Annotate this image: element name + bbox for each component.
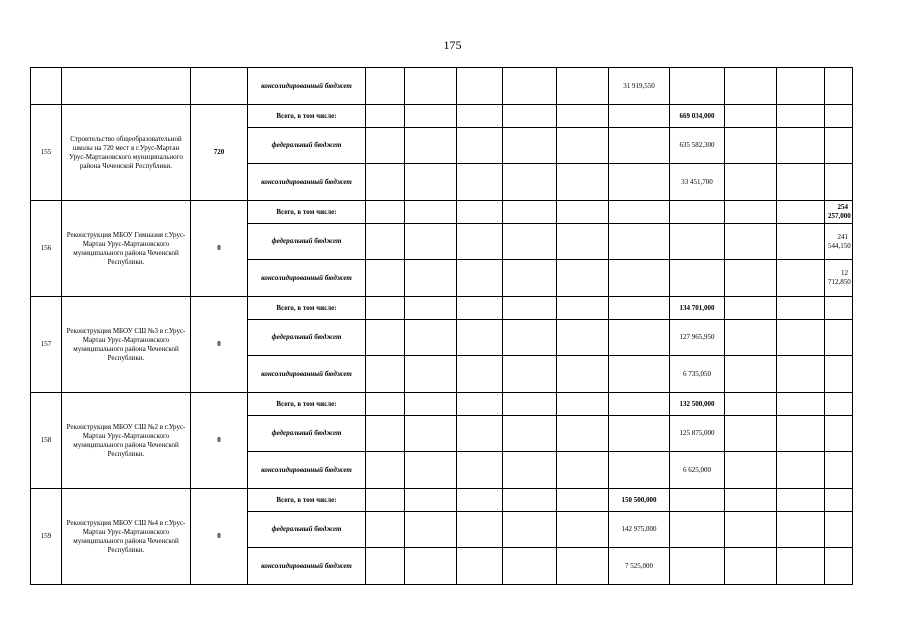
empty-cell xyxy=(405,297,457,320)
empty-cell xyxy=(725,393,777,416)
amount-cell: 142 975,000 xyxy=(609,512,670,548)
budget-type-cell: консолидированный бюджет xyxy=(248,548,366,585)
amount-cell: 31 919,550 xyxy=(609,68,670,105)
project-number: 156 xyxy=(31,201,62,297)
amount-cell: 254 257,000 xyxy=(825,201,853,224)
amount-cell: 127 965,950 xyxy=(670,320,725,356)
empty-cell xyxy=(725,201,777,224)
empty-cell xyxy=(457,452,503,489)
empty-cell xyxy=(670,548,725,585)
project-name: Реконструкция МБОУ СШ №4 в г.Урус-Мартан Урус-Мартановского муниципального района Чеченской Республики. xyxy=(62,489,191,585)
empty-cell xyxy=(503,548,557,585)
empty-cell xyxy=(557,128,609,164)
empty-cell xyxy=(725,512,777,548)
project-capacity: 0 xyxy=(191,297,248,393)
empty-cell xyxy=(725,489,777,512)
empty-cell xyxy=(503,320,557,356)
empty-cell xyxy=(609,356,670,393)
empty-cell xyxy=(557,297,609,320)
empty-cell xyxy=(777,356,825,393)
empty-cell xyxy=(725,224,777,260)
empty-cell xyxy=(366,393,405,416)
empty-cell xyxy=(825,512,853,548)
empty-cell xyxy=(609,224,670,260)
empty-cell xyxy=(405,201,457,224)
empty-cell xyxy=(557,548,609,585)
project-capacity: 0 xyxy=(191,393,248,489)
empty-cell xyxy=(557,356,609,393)
table-row xyxy=(31,201,853,224)
cell-num xyxy=(31,68,62,105)
budget-type-cell: консолидированный бюджет xyxy=(248,260,366,297)
empty-cell xyxy=(557,320,609,356)
empty-cell xyxy=(457,393,503,416)
budget-type-cell: федеральный бюджет xyxy=(248,416,366,452)
empty-cell xyxy=(777,128,825,164)
empty-cell xyxy=(405,393,457,416)
empty-cell xyxy=(503,164,557,201)
empty-cell xyxy=(405,224,457,260)
empty-cell xyxy=(725,452,777,489)
empty-cell xyxy=(503,416,557,452)
empty-cell xyxy=(405,489,457,512)
empty-cell xyxy=(503,128,557,164)
empty-cell xyxy=(503,105,557,128)
empty-cell xyxy=(405,512,457,548)
empty-cell xyxy=(670,224,725,260)
empty-cell xyxy=(777,201,825,224)
project-number: 155 xyxy=(31,105,62,201)
empty-cell xyxy=(825,297,853,320)
empty-cell xyxy=(725,105,777,128)
budget-type-cell: Всего, в том числе: xyxy=(248,489,366,512)
empty-cell xyxy=(609,393,670,416)
empty-cell xyxy=(557,260,609,297)
empty-cell xyxy=(825,416,853,452)
empty-cell xyxy=(609,105,670,128)
project-number: 158 xyxy=(31,393,62,489)
empty-cell xyxy=(725,416,777,452)
empty-cell xyxy=(825,489,853,512)
empty-cell xyxy=(670,201,725,224)
table-row xyxy=(31,297,853,320)
empty-cell xyxy=(825,164,853,201)
empty-cell xyxy=(366,201,405,224)
project-capacity: 0 xyxy=(191,489,248,585)
cell-name xyxy=(62,68,191,105)
empty-cell xyxy=(670,260,725,297)
empty-cell xyxy=(609,260,670,297)
budget-type-cell: федеральный бюджет xyxy=(248,512,366,548)
empty-cell xyxy=(503,201,557,224)
empty-cell xyxy=(725,548,777,585)
amount-cell: 241 544,150 xyxy=(825,224,853,260)
empty-cell xyxy=(457,489,503,512)
empty-cell xyxy=(366,224,405,260)
empty-cell xyxy=(777,297,825,320)
project-name: Реконструкция МБОУ Гимназия г.Урус-Мартан Урус-Мартановского муниципального района Чеченской Республики. xyxy=(62,201,191,297)
table-body xyxy=(31,68,853,585)
empty-cell xyxy=(557,224,609,260)
empty-cell xyxy=(557,393,609,416)
budget-type-cell: федеральный бюджет xyxy=(248,320,366,356)
empty-cell xyxy=(777,164,825,201)
empty-cell xyxy=(825,452,853,489)
empty-cell xyxy=(609,128,670,164)
empty-cell xyxy=(777,320,825,356)
amount-cell: 12 712,850 xyxy=(825,260,853,297)
empty-cell xyxy=(457,320,503,356)
empty-cell xyxy=(366,512,405,548)
budget-type-cell: консолидированный бюджет xyxy=(248,164,366,201)
project-capacity: 720 xyxy=(191,105,248,201)
empty-cell xyxy=(457,201,503,224)
empty-cell xyxy=(777,393,825,416)
empty-cell xyxy=(725,260,777,297)
project-number: 157 xyxy=(31,297,62,393)
empty-cell xyxy=(457,548,503,585)
empty-cell xyxy=(670,512,725,548)
empty-cell xyxy=(777,105,825,128)
empty-cell xyxy=(366,356,405,393)
budget-type-cell: федеральный бюджет xyxy=(248,224,366,260)
empty-cell xyxy=(503,452,557,489)
empty-cell xyxy=(777,512,825,548)
amount-cell: 669 034,000 xyxy=(670,105,725,128)
budget-table xyxy=(30,67,853,585)
empty-cell xyxy=(457,512,503,548)
empty-cell xyxy=(725,356,777,393)
empty-cell xyxy=(557,489,609,512)
empty-cell xyxy=(557,512,609,548)
budget-type-cell: Всего, в том числе: xyxy=(248,105,366,128)
empty-cell xyxy=(777,224,825,260)
empty-cell xyxy=(405,548,457,585)
amount-cell: 635 582,300 xyxy=(670,128,725,164)
empty-cell xyxy=(366,260,405,297)
empty-cell xyxy=(503,297,557,320)
table-row xyxy=(31,489,853,512)
empty-cell xyxy=(557,201,609,224)
empty-cell xyxy=(366,489,405,512)
empty-cell xyxy=(405,320,457,356)
empty-cell xyxy=(825,393,853,416)
empty-cell xyxy=(405,164,457,201)
empty-cell xyxy=(366,128,405,164)
empty-cell xyxy=(366,297,405,320)
empty-cell xyxy=(777,452,825,489)
budget-type-cell: консолидированный бюджет xyxy=(248,356,366,393)
empty-cell xyxy=(557,105,609,128)
empty-cell xyxy=(609,416,670,452)
empty-cell xyxy=(609,297,670,320)
project-capacity: 0 xyxy=(191,201,248,297)
amount-cell: 134 701,000 xyxy=(670,297,725,320)
empty-cell xyxy=(457,416,503,452)
amount-cell: 125 875,000 xyxy=(670,416,725,452)
amount-cell: 33 451,700 xyxy=(670,164,725,201)
empty-cell xyxy=(503,393,557,416)
empty-cell xyxy=(457,356,503,393)
empty-cell xyxy=(670,489,725,512)
amount-cell: 6 735,050 xyxy=(670,356,725,393)
empty-cell xyxy=(457,128,503,164)
empty-cell xyxy=(777,260,825,297)
empty-cell xyxy=(609,201,670,224)
empty-cell xyxy=(405,356,457,393)
empty-cell xyxy=(725,164,777,201)
empty-cell xyxy=(405,260,457,297)
empty-cell xyxy=(457,224,503,260)
empty-cell xyxy=(825,356,853,393)
empty-cell xyxy=(777,416,825,452)
empty-cell xyxy=(825,105,853,128)
empty-cell xyxy=(457,105,503,128)
budget-type-cell: Всего, в том числе: xyxy=(248,393,366,416)
page-number: 175 xyxy=(443,38,462,52)
empty-cell xyxy=(503,260,557,297)
cell-code xyxy=(191,68,248,105)
budget-type-cell: Всего, в том числе: xyxy=(248,201,366,224)
empty-cell xyxy=(725,320,777,356)
empty-cell xyxy=(503,356,557,393)
empty-cell xyxy=(366,416,405,452)
project-name: Строительство общеобразовательной школы на 720 мест в г.Урус-Мартан Урус-Мартановского муниципального района Чеченской Республики. xyxy=(62,105,191,201)
empty-cell xyxy=(777,548,825,585)
empty-cell xyxy=(725,297,777,320)
amount-cell: 132 500,000 xyxy=(670,393,725,416)
amount-cell: 6 625,000 xyxy=(670,452,725,489)
empty-cell xyxy=(405,416,457,452)
empty-cell xyxy=(825,128,853,164)
empty-cell xyxy=(777,489,825,512)
table-row xyxy=(31,105,853,128)
project-number: 159 xyxy=(31,489,62,585)
empty-cell xyxy=(366,548,405,585)
budget-type-cell: консолидированный бюджет xyxy=(248,452,366,489)
project-name: Реконструкция МБОУ СШ №2 в г.Урус-Мартан Урус-Мартановского муниципального района Чеченской Республики. xyxy=(62,393,191,489)
table-row xyxy=(31,68,853,105)
table-row xyxy=(31,393,853,416)
empty-cell xyxy=(825,548,853,585)
empty-cell xyxy=(503,512,557,548)
empty-cell xyxy=(366,320,405,356)
project-name: Реконструкция МБОУ СШ №3 в г.Урус-Мартан Урус-Мартановского муниципального района Чеченской Республики. xyxy=(62,297,191,393)
empty-cell xyxy=(457,164,503,201)
amount-cell: 150 500,000 xyxy=(609,489,670,512)
empty-cell xyxy=(503,489,557,512)
amount-cell: 7 525,000 xyxy=(609,548,670,585)
empty-cell xyxy=(609,452,670,489)
empty-cell xyxy=(366,105,405,128)
empty-cell xyxy=(457,260,503,297)
empty-cell xyxy=(366,164,405,201)
empty-cell xyxy=(405,452,457,489)
budget-type-cell: консолидированный бюджет xyxy=(248,68,366,105)
empty-cell xyxy=(609,320,670,356)
empty-cell xyxy=(366,452,405,489)
empty-cell xyxy=(405,105,457,128)
budget-type-cell: Всего, в том числе: xyxy=(248,297,366,320)
empty-cell xyxy=(725,128,777,164)
budget-type-cell: федеральный бюджет xyxy=(248,128,366,164)
empty-cell xyxy=(557,452,609,489)
empty-cell xyxy=(503,224,557,260)
empty-cell xyxy=(825,320,853,356)
empty-cell xyxy=(405,128,457,164)
empty-cell xyxy=(557,164,609,201)
empty-cell xyxy=(457,297,503,320)
empty-cell xyxy=(557,416,609,452)
empty-cell xyxy=(609,164,670,201)
